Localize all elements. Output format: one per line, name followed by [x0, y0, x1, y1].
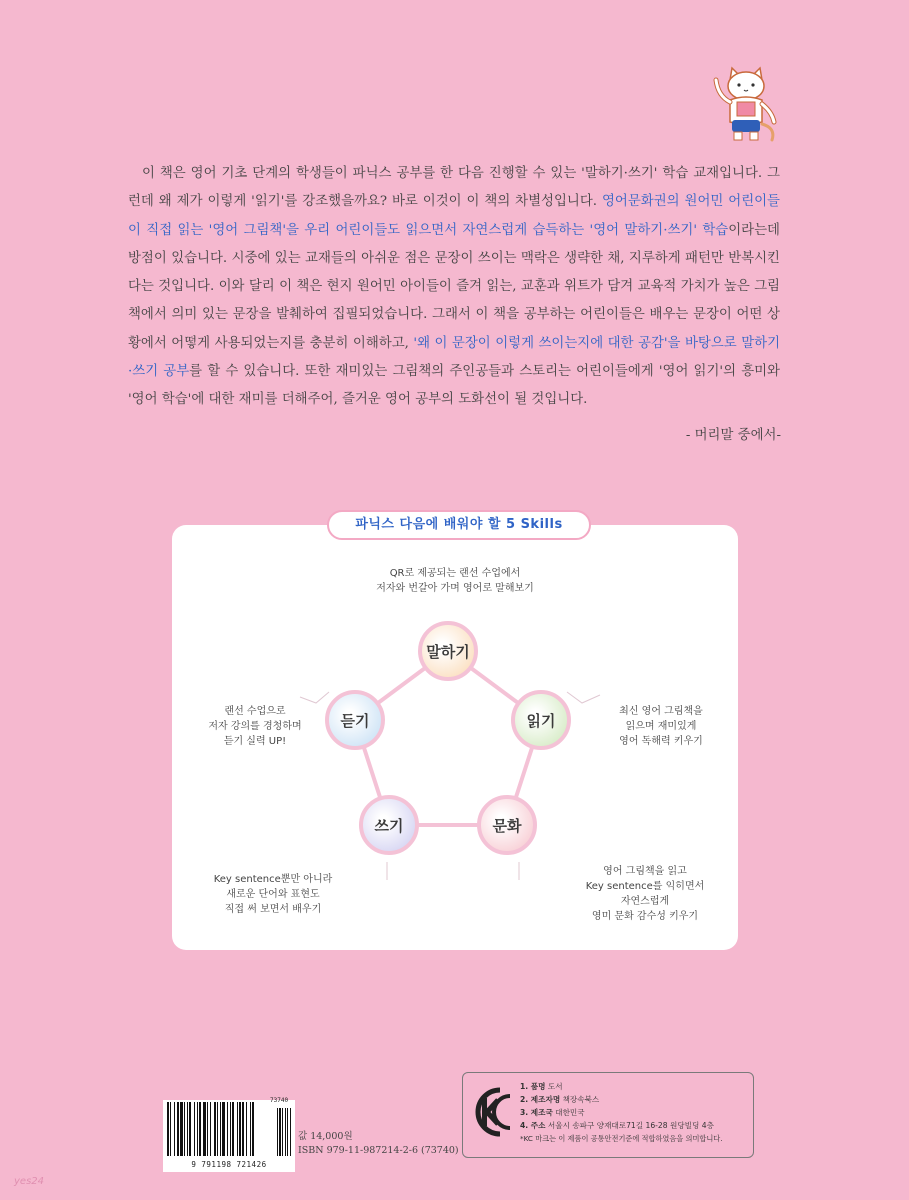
barcode-bars: [163, 1100, 295, 1158]
skill-node-writing: 쓰기: [359, 795, 419, 855]
skill-desc-listening: 랜선 수업으로 저자 강의를 경청하며 듣기 실력 UP!: [208, 706, 302, 747]
barcode-bar: [189, 1102, 191, 1156]
barcode-bar: [222, 1102, 225, 1156]
skill-desc-speaking: QR로 제공되는 랜선 수업에서 저자와 번갈아 가며 영어로 말해보기: [376, 568, 534, 594]
barcode-bar: [242, 1102, 244, 1156]
barcode-digits: 9 791198 721426: [163, 1158, 295, 1172]
preface-text: [128, 160, 780, 415]
barcode-bar: [237, 1102, 238, 1156]
kc-row: 2. 제조자명 책장속북스: [520, 1095, 600, 1104]
barcode-bar: [246, 1102, 247, 1156]
barcode-bar: [180, 1102, 183, 1156]
kc-row: 1. 품명 도서: [520, 1082, 563, 1091]
kc-info-list: [520, 1080, 723, 1145]
barcode-bar: [197, 1102, 198, 1156]
barcode-bar: [217, 1102, 218, 1156]
barcode-bar: [279, 1108, 281, 1156]
skill-desc-writing: Key sentence뿐만 아니라 새로운 단어와 표현도 직접 써 보면서 배우기: [213, 874, 333, 915]
barcode-bar: [194, 1102, 195, 1156]
watermark-logo: yes24: [14, 1176, 45, 1187]
barcode-bar: [199, 1102, 201, 1156]
preface-signature: - 머리말 중에서-: [685, 428, 781, 443]
barcode-bar: [214, 1102, 216, 1156]
price-isbn-block: [298, 1130, 459, 1158]
barcode-bar: [207, 1102, 208, 1156]
barcode-bar: [170, 1102, 171, 1156]
isbn-label: ISBN 979-11-987214-2-6 (73740): [298, 1145, 459, 1156]
cat-mascot-illustration: [706, 62, 786, 146]
barcode-bar: [187, 1102, 188, 1156]
barcode-bar: [250, 1102, 251, 1156]
kc-mark-icon: [470, 1084, 516, 1140]
barcode-bar: [184, 1102, 185, 1156]
barcode-bar: [210, 1102, 211, 1156]
preface-highlight-1: 영어문화권의 원어민 어린이들이 직접 읽는 '영어 그림책'을 우리 어린이들도 읽으면서 자연스럽게 습득하는 '영어 말하기·쓰기' 학습: [128, 194, 780, 238]
barcode-addon: 73740: [270, 1097, 289, 1104]
price-label: 값 14,000원: [298, 1131, 353, 1142]
skill-node-reading: 읽기: [511, 690, 571, 750]
skill-node-culture: 문화: [477, 795, 537, 855]
barcode-bar: [282, 1108, 283, 1156]
barcode-bar: [227, 1102, 228, 1156]
barcode-bar: [232, 1102, 234, 1156]
kc-row: 3. 제조국 대한민국: [520, 1108, 585, 1117]
barcode-bar: [287, 1108, 288, 1156]
skill-desc-reading: 최신 영어 그림책을 읽으며 재미있게 영어 독해력 키우기: [619, 706, 703, 747]
preface-paragraph: 이 책은 영어 기초 단계의 학생들이 파닉스 공부를 한 다음 진행할 수 있는 '말하기·쓰기' 학습 교재입니다. 그런데 왜 제가 이렇게 '읽기'를 강조했을까요? 바로 이것이 이 책의 차별성입니다. 영어문화권의 원어민 어린이들이 직접 읽는 '영어 그림책'을 우리 어린이들도 읽으면서 자연스럽게 습득하는 '영어 말하기·쓰기' 학습이라는데 방점이 있습니다. 시중에 있는 교재들의 아쉬운 점은 문장이 쓰이는 맥락은 생략한 채, 지루하게 패턴만 반복시킨다는 것입니다. 이와 달리 이 책은 현지 원어민 아이들이 즐겨 읽는, 교훈과 위트가 담겨 교육적 가치가 높은 그림책에서 의미 있는 문장을 발췌하여 집필되었습니다. 그래서 이 책을 공부하는 어린이들은 배우는 문장이 어떤 상황에서 어떻게 사용되었는지를 충분히 이해하고, '왜 이 문장이 이렇게 쓰이는지에 대한 공감'을 바탕으로 말하기·쓰기 공부를 할 수 있습니다. 또한 재미있는 그림책의 주인공들과 스토리는 어린이들에게 '영어 읽기'의 흥미와 '영어 학습'에 대한 재미를 더해주어, 즐거운 영어 공부의 도화선이 될 것입니다.: [128, 166, 781, 408]
skills-title-tab: 파닉스 다음에 배워야 할 5 Skills: [327, 510, 591, 540]
skill-node-speaking: 말하기: [418, 621, 478, 681]
barcode-bar: [220, 1102, 221, 1156]
kc-note: *KC 마크는 이 제품이 공통안전기준에 적합하였음을 의미합니다.: [520, 1134, 723, 1143]
barcode-bar: [277, 1108, 278, 1156]
barcode-bar: [174, 1102, 175, 1156]
barcode-bar: [290, 1108, 291, 1156]
barcode-bar: [167, 1102, 169, 1156]
skill-node-listening: 듣기: [325, 690, 385, 750]
barcode-bar: [252, 1102, 254, 1156]
barcode-bar: [230, 1102, 231, 1156]
isbn-barcode: [163, 1100, 295, 1158]
skill-desc-culture: 영어 그림책을 읽고 Key sentence를 익히면서 자연스럽게 영미 문화 감수성 키우기: [585, 866, 705, 922]
barcode-bar: [177, 1102, 179, 1156]
barcode-bar: [203, 1102, 206, 1156]
preface-highlight-2: '왜 이 문장이 이렇게 쓰이는지에 대한 공감'을 바탕으로 말하기·쓰기 공부: [128, 335, 781, 380]
barcode-bar: [239, 1102, 241, 1156]
barcode-bar: [285, 1108, 286, 1156]
kc-row: 4. 주소 서울시 송파구 양재대로71길 16-28 원당빌딩 4층: [520, 1121, 714, 1130]
